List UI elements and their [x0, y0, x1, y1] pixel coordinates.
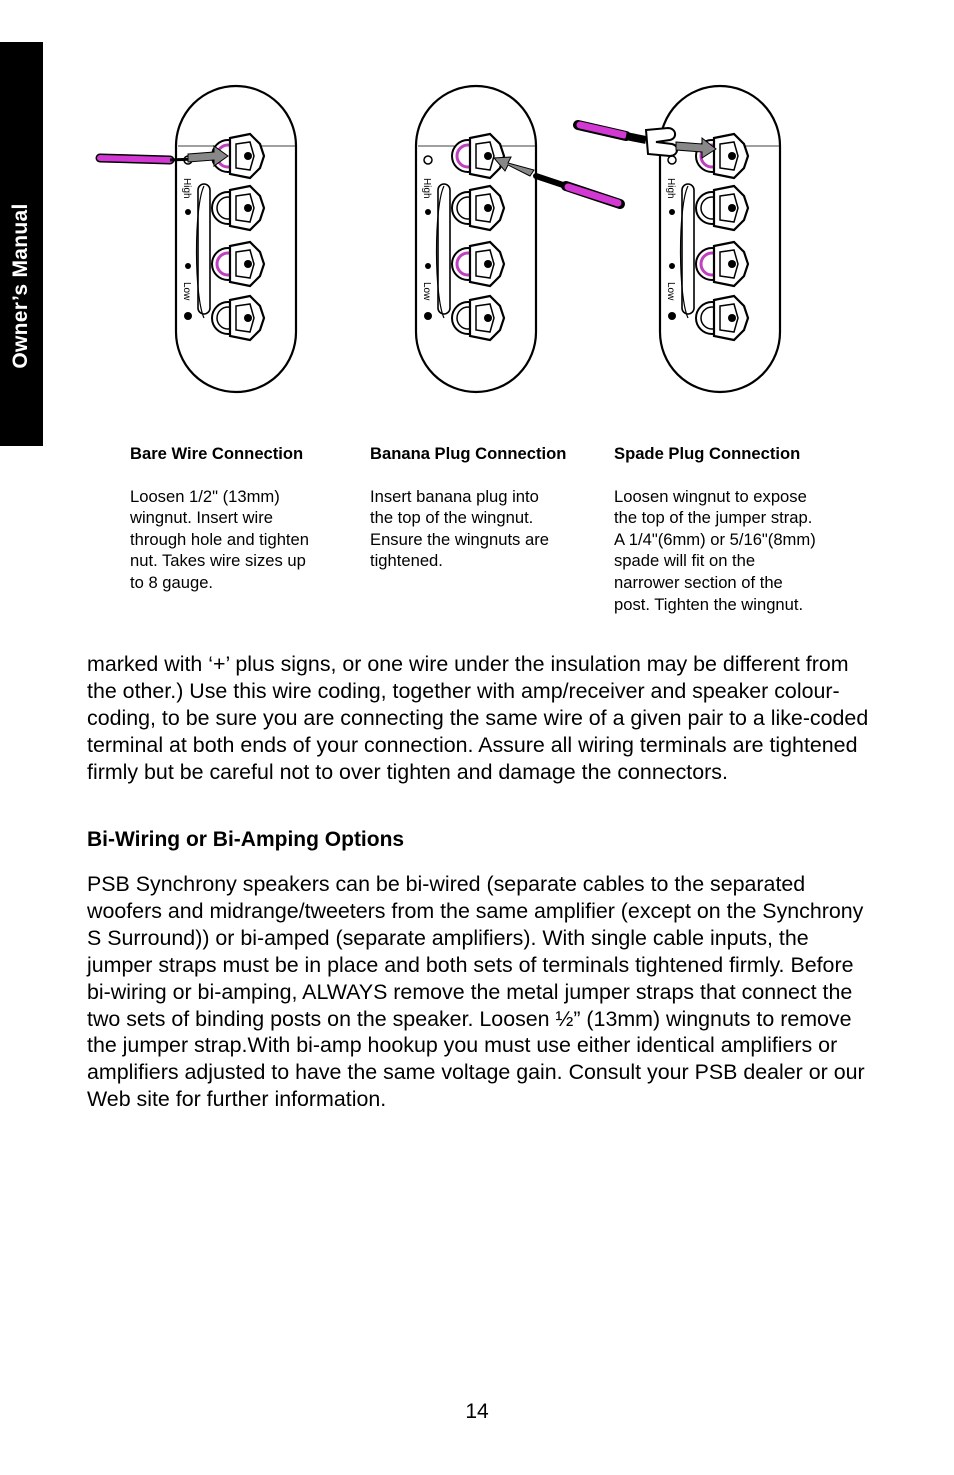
caption-spade-plug — [614, 443, 864, 615]
caption-text: Loosen wingnut to expose the top of the jumper strap. A 1/4"(6mm) or 5/16"(8mm) spade will fit on the narrower section of the post. Tighten the wingnut. — [614, 486, 816, 614]
caption-title: Spade Plug Connection — [614, 444, 801, 463]
side-tab-label: Owner’s Manual — [9, 203, 32, 369]
caption-banana-plug — [370, 443, 600, 572]
high-label: High — [665, 178, 676, 199]
spade-plug-icon — [578, 125, 677, 156]
low-label: Low — [421, 282, 432, 301]
caption-text: Loosen 1/2" (13mm) wingnut. Insert wire through hole and tighten nut. Takes wire sizes up to 8 gauge. — [130, 486, 309, 592]
bare-wire-diagram — [176, 86, 296, 392]
connection-diagrams — [0, 0, 954, 440]
spade-plug-diagram — [660, 86, 780, 392]
high-label: High — [421, 178, 432, 199]
body-paragraph: PSB Synchrony speakers can be bi-wired (separate cables to the separated woofers and midrange/tweeters from the same amplifier (except on the Synchrony S Surround)) or bi-amped (separate amplifiers). With single cable inputs, the jumper straps must be in place and both sets of terminals tightened firmly. Before bi-wiring or bi-amping, ALWAYS remove the metal jumper straps that connect the two sets of binding posts on the speaker. Loosen ½” (13mm) wingnuts to remove the jumper strap.With bi-amp hookup you must use either identical amplifiers or amplifiers adjusted to have the same voltage gain. Consult your PSB dealer or our Web site for further information. — [87, 872, 865, 1112]
page-number: 14 — [465, 1400, 489, 1423]
banana-plug-icon — [536, 176, 620, 204]
section-heading: Bi-Wiring or Bi-Amping Options — [87, 828, 405, 851]
caption-text: Insert banana plug into the top of the wingnut. Ensure the wingnuts are tightened. — [370, 486, 549, 571]
banana-plug-diagram — [416, 86, 536, 392]
body-paragraph: marked with ‘+’ plus signs, or one wire under the insulation may be different from the other.) Use this wire coding, together with amp/receiver and speaker colour-coding, to be sure you are connecting the same wire of a given pair to a like-coded terminal at both ends of your connection. Assure all wiring terminals are tightened firmly but be careful not to over tighten and damage the connectors. — [87, 652, 869, 784]
low-label: Low — [181, 282, 192, 301]
caption-title: Bare Wire Connection — [130, 444, 304, 463]
caption-bare-wire — [130, 443, 355, 594]
caption-title: Banana Plug Connection — [370, 444, 567, 463]
low-label: Low — [665, 282, 676, 301]
high-label: High — [181, 178, 192, 199]
